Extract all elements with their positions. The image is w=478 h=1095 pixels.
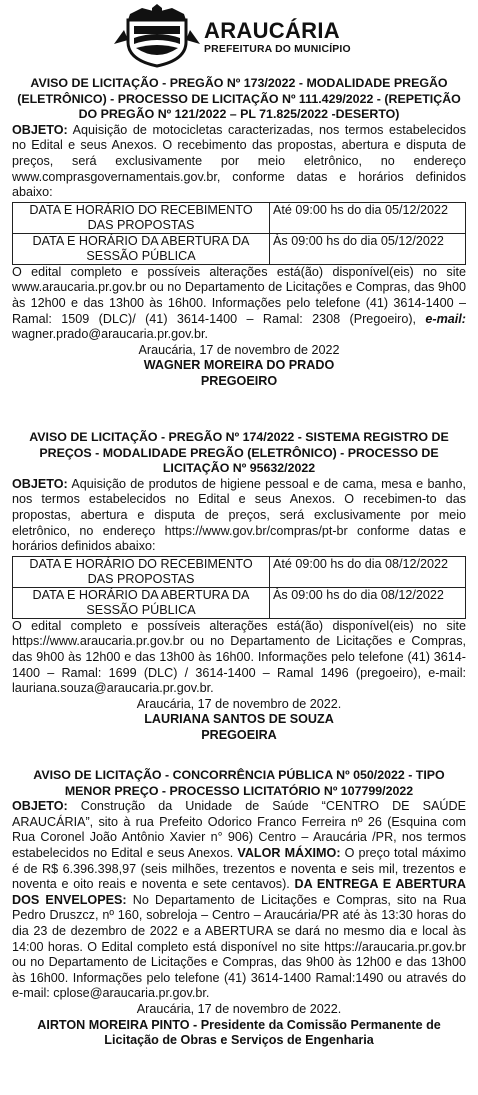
aviso-concorrencia-050 <box>12 768 466 1049</box>
valor-text: O preço total máximo é de R$ 6.396.398,97 (seis milhões, trezentos e noventa e seis mil, trezentos e noventa e oito reais e noventa e sete centavos). <box>12 845 467 892</box>
dates-table <box>12 556 466 619</box>
objeto-text: Aquisição de motocicletas caracterizadas, nos termos estabelecidos no Edital e seus Anexos. O recebimento das propostas, abertura e disputa de preços, será exclusivamente por meio eletrônico, no endereço www.comprasgovernamentais.gov.br, conforme datas e horários definidos abaixo: <box>12 122 466 200</box>
signer-name: WAGNER MOREIRA DO PRADO <box>143 358 335 373</box>
email-label: e-mail: <box>425 311 466 326</box>
brand-subtitle: PREFEITURA DO MUNICÍPIO <box>204 44 351 55</box>
date-line: Araucária, 17 de novembro de 2022. <box>136 696 342 711</box>
row-label: DATA E HORÁRIO DA ABERTURA DA SESSÃO PÚBLICA <box>13 587 270 618</box>
objeto-paragraph <box>12 123 466 201</box>
row-label: DATA E HORÁRIO DO RECEBIMENTO DAS PROPOSTAS <box>13 202 270 233</box>
row-label: DATA E HORÁRIO DA ABERTURA DA SESSÃO PÚBLICA <box>13 233 270 264</box>
signer-line: AIRTON MOREIRA PINTO - Presidente da Comissão Permanente de Licitação de Obras e Serviços de Engenharia <box>37 1017 441 1048</box>
email-text: wagner.prado@araucaria.pr.gov.br. <box>12 327 208 342</box>
coat-of-arms-icon <box>114 4 200 68</box>
info-paragraph: O edital completo e possíveis alterações está(ão) disponível(eis) no site https://www.araucaria.pr.gov.br ou no Departamento de Licitações e Compras, das 9h00 às 12h00 e das 13h00 às 16h00. Informações pelo telefone (41) 3614-1400 – Ramal: 1699 (DLC) / 3614-1400 – Ramal 1496 (pregoeiro), e-mail: lauriana.souza@araucaria.pr.gov.br. <box>12 618 466 696</box>
aviso-pregao-174 <box>12 430 466 744</box>
signer-role: PREGOEIRO <box>200 373 278 388</box>
valor-label: VALOR MÁXIMO: <box>237 845 341 860</box>
objeto-label: OBJETO: <box>12 122 68 137</box>
entrega-label: DA ENTREGA E ABERTURA DOS ENVELOPES: <box>12 877 466 907</box>
row-value: Às 09:00 hs do dia 05/12/2022 <box>270 233 466 264</box>
row-value: Até 09:00 hs do dia 05/12/2022 <box>270 202 466 233</box>
aviso-title: AVISO DE LICITAÇÃO - PREGÃO Nº 173/2022 - MODALIDADE PREGÃO (ELETRÔNICO) - PROCESSO DE LICITAÇÃO Nº 111.429/2022 - (REPETIÇÃO DO PREGÃO Nº 121/2022 – PL 71.825/2022 -DESERTO) <box>17 76 461 122</box>
prefeitura-header <box>114 4 364 68</box>
info-paragraph <box>12 265 466 343</box>
date-line: Araucária, 17 de novembro de 2022 <box>138 342 340 357</box>
row-value: Até 09:00 hs do dia 08/12/2022 <box>270 556 466 587</box>
aviso-title: AVISO DE LICITAÇÃO - CONCORRÊNCIA PÚBLICA Nº 050/2022 - TIPO MENOR PREÇO - PROCESSO LICITATÓRIO Nº 107799/2022 <box>33 768 445 798</box>
signer-role: PREGOEIRA <box>201 727 277 742</box>
aviso-pregao-173 <box>12 76 466 390</box>
objeto-paragraph <box>12 799 466 1002</box>
row-value: Às 09:00 hs do dia 08/12/2022 <box>270 587 466 618</box>
table-row <box>13 556 466 587</box>
entrega-text: No Departamento de Licitações e Compras, sito na Rua Pedro Druszcz, nº 160, sobreloja – Centro – Araucária/PR até às 13:30 horas do dia 23 de dezembro de 2022 e a ABERTURA se dará no mesmo dia e local às 14:00 horas. O Edital completo está disponível no site https://araucaria.pr.gov.br ou no Departamento de Licitações e Compras, das 9h00 às 12h00 e das 13h00 às 16h00. Informações pelo telefone (41) 3614-1400 Ramal:1490 ou através do e-mail: cplose@araucaria.pr.gov.br. <box>12 892 466 1001</box>
objeto-paragraph <box>12 477 466 555</box>
aviso-title: AVISO DE LICITAÇÃO - PREGÃO Nº 174/2022 - SISTEMA REGISTRO DE PREÇOS - MODALIDADE PREGÃO (ELETRÔNICO) - PROCESSO DE LICITAÇÃO Nº 95632/2022 <box>29 430 449 476</box>
table-row <box>13 587 466 618</box>
objeto-label: OBJETO: <box>12 476 68 491</box>
dates-table <box>12 202 466 265</box>
objeto-text: Construção da Unidade de Saúde “CENTRO DE SAÚDE ARAUCÁRIA”, sito à rua Prefeito Odorico Franco Ferreira nº 26 (Esquina com Rua Coronel João Antônio Xavier n° 906) Centro – Araucária /PR, nos termos estabelecidos no Edital e seus Anexos. <box>12 799 466 860</box>
table-row <box>13 202 466 233</box>
info-text: O edital completo e possíveis alterações está(ão) disponível(eis) no site www.araucaria.pr.gov.br ou no Departamento de Licitações e Compras, das 9h00 às 12h00 e das 13h00 às 16h00. Informações pelo telefone (41) 3614-1400 – Ramal: 1509 (DLC)/ (41) 3614-1400 – Ramal: 2308 (Pregoeiro), <box>12 264 466 326</box>
objeto-label: OBJETO: <box>12 799 68 814</box>
brand-name: ARAUCÁRIA <box>204 18 340 43</box>
objeto-text: Aquisição de produtos de higiene pessoal e de cama, mesa e banho, nos termos estabelecidos no Edital e seus Anexos. O recebimen-to das propostas, abertura e disputa de preços, será exclusivamente por meio eletrônico, no endereço https://www.gov.br/compras/pt-br conforme datas e horários definidos abaixo: <box>12 476 466 554</box>
signer-name: LAURIANA SANTOS DE SOUZA <box>144 712 334 727</box>
table-row <box>13 233 466 264</box>
row-label: DATA E HORÁRIO DO RECEBIMENTO DAS PROPOSTAS <box>13 556 270 587</box>
date-line: Araucária, 17 de novembro de 2022. <box>136 1001 342 1016</box>
